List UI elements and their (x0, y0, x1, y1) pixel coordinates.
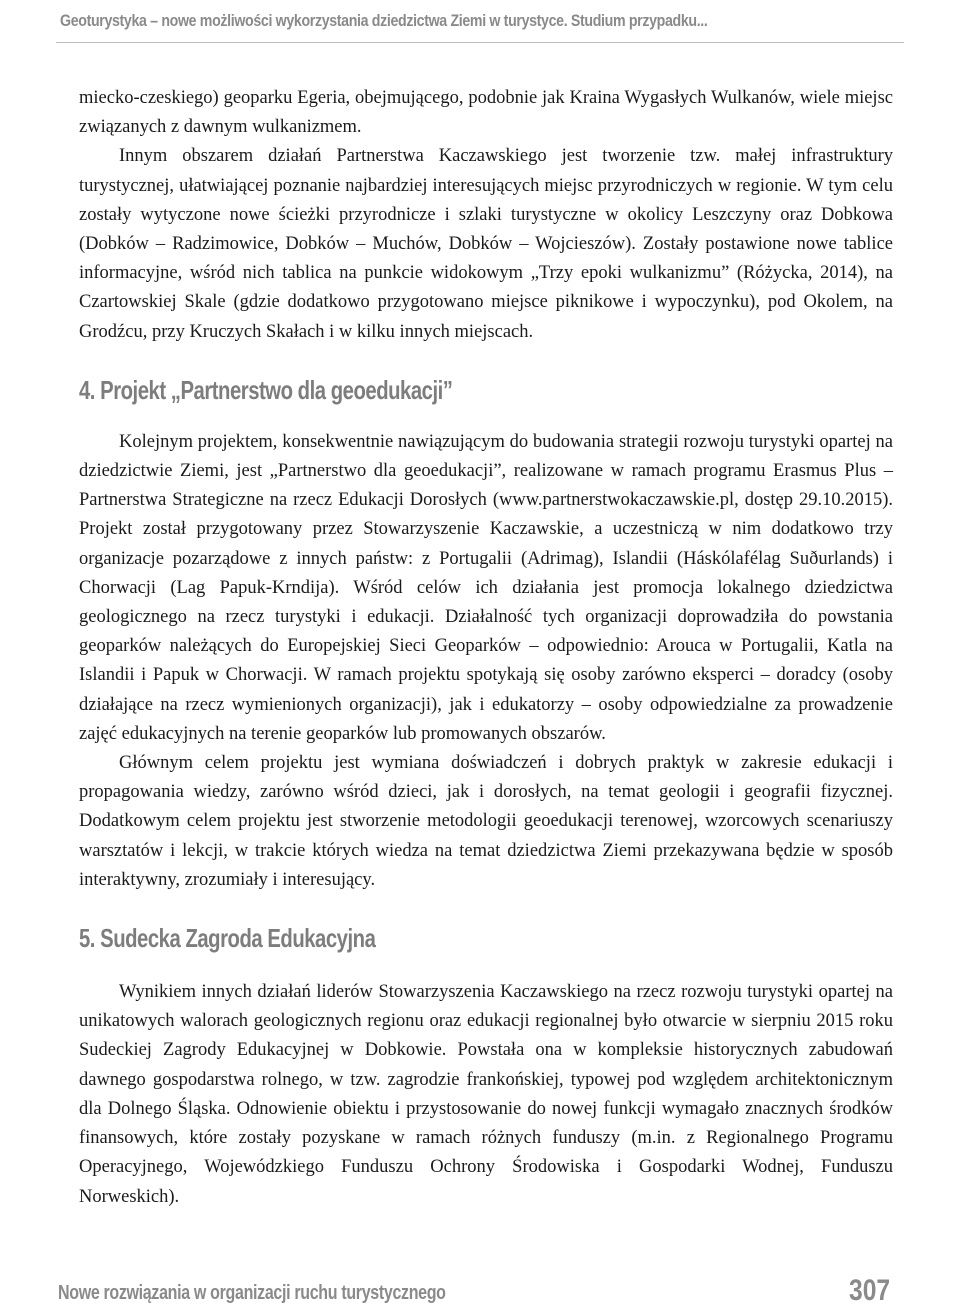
paragraph-geoeducation-project: Kolejnym projektem, konsekwentnie nawiązującym do budowania strategii rozwoju turystyki opartej na dziedzictwie Ziemi, jest „Partnerstwo dla geoedukacji”, realizowane w ramach programu Erasmus Plus – Partnerstwa Strategiczne na rzecz Edukacji Dorosłych (www.partnerstwokaczawskie.pl, dostęp 29.10.2015). Projekt został przygotowany przez Stowarzyszenie Kaczawskie, a uczestniczą w nim dodatkowo trzy organizacje pozarządowe z innych państw: z Portugalii (Adrimag), Islandii (Háskólafélag Suðurlands) i Chorwacji (Lag Papuk-Krndija). Wśród celów ich działania jest promocja lokalnego dziedzictwa geologicznego na rzecz turystyki i edukacji. Działalność tych organizacji doprowadziła do powstania geoparków należących do Europejskiej Sieci Geoparków – odpowiednio: Arouca w Portugalii, Katla na Islandii i Papuk w Chorwacji. W ramach projektu spotykają się osoby zarówno eksperci – doradcy (osoby działające na rzecz wymienionych organizacji), jak i edukatorzy – osoby odpowiedzialne za prowadzenie zajęć edukacyjnych na terenie geoparków lub promowanych obszarów. (79, 431, 893, 744)
page-number: 307 (848, 1274, 890, 1307)
page-footer (58, 1276, 902, 1306)
footer-book-title: Nowe rozwiązania w organizacji ruchu turystycznego (58, 1282, 446, 1304)
page-body (79, 84, 893, 1212)
paragraph-continuation: miecko-czeskiego) geoparku Egeria, obejmującego, podobnie jak Kraina Wygasłych Wulkanów, wiele miejsc związanych z dawnym wulkanizmem. (79, 88, 893, 138)
paragraph-infrastructure: Innym obszarem działań Partnerstwa Kaczawskiego jest tworzenie tzw. małej infrastruktury turystycznej, ułatwiającej poznanie najbardziej interesujących miejsc przyrodniczych w regionie. W tym celu zostały wytyczone nowe ścieżki przyrodnicze i szlaki turystyczne w okolicy Leszczyny oraz Dobkowa (Dobków – Radzimowice, Dobków – Muchów, Dobków – Wojcieszów). Zostały postawione nowe tablice informacyjne, wśród nich tablica na punkcie widokowym „Trzy epoki wulkanizmu” (Różycka, 2014), na Czartowskiej Skale (gdzie dodatkowo przygotowano miejsce piknikowe i wypoczynku), pod Okolem, na Grodźcu, przy Kruczych Skałach i w kilku innych miejscach. (79, 146, 893, 342)
paragraph-project-goals: Głównym celem projektu jest wymiana doświadczeń i dobrych praktyk w zakresie edukacji i propagowania wiedzy, zarówno wśród dzieci, jak i dorosłych, na temat geologii i geografii fizycznej. Dodatkowym celem projektu jest stworzenie metodologii geoedukacji terenowej, wzorcowych scenariuszy warsztatów i lekcji, w trakcie których wiedza na temat dziedzictwa Ziemi przekazywana będzie w sposób interaktywny, zrozumiały i interesujący. (79, 753, 893, 890)
header-divider (56, 42, 904, 43)
running-header: Geoturystyka – nowe możliwości wykorzystania dziedzictwa Ziemi w turystyce. Studium przypadku... (60, 12, 708, 30)
section-heading-4: 4. Projekt „Partnerstwo dla geoedukacji” (79, 374, 453, 405)
paragraph-educational-farm: Wynikiem innych działań liderów Stowarzyszenia Kaczawskiego na rzecz rozwoju turystyki opartej na unikatowych walorach geologicznych regionu oraz edukacji regionalnej było otwarcie w sierpniu 2015 roku Sudeckiej Zagrody Edukacyjnej w Dobkowie. Powstała ona w kompleksie historycznych zabudowań dawnego gospodarstwa rolnego, w tzw. zagrodzie frankońskiej, typowej pod względem architektonicznym dla Dolnego Śląska. Odnowienie obiektu i przystosowanie do nowej funkcji wymagało znacznych środków finansowych, które zostały pozyskane w ramach różnych funduszy (m.in. z Regionalnego Programu Operacyjnego, Wojewódzkiego Funduszu Ochrony Środowiska i Gospodarki Wodnej, Funduszu Norweskich). (79, 982, 893, 1207)
section-heading-5: 5. Sudecka Zagroda Edukacyjna (79, 923, 376, 954)
